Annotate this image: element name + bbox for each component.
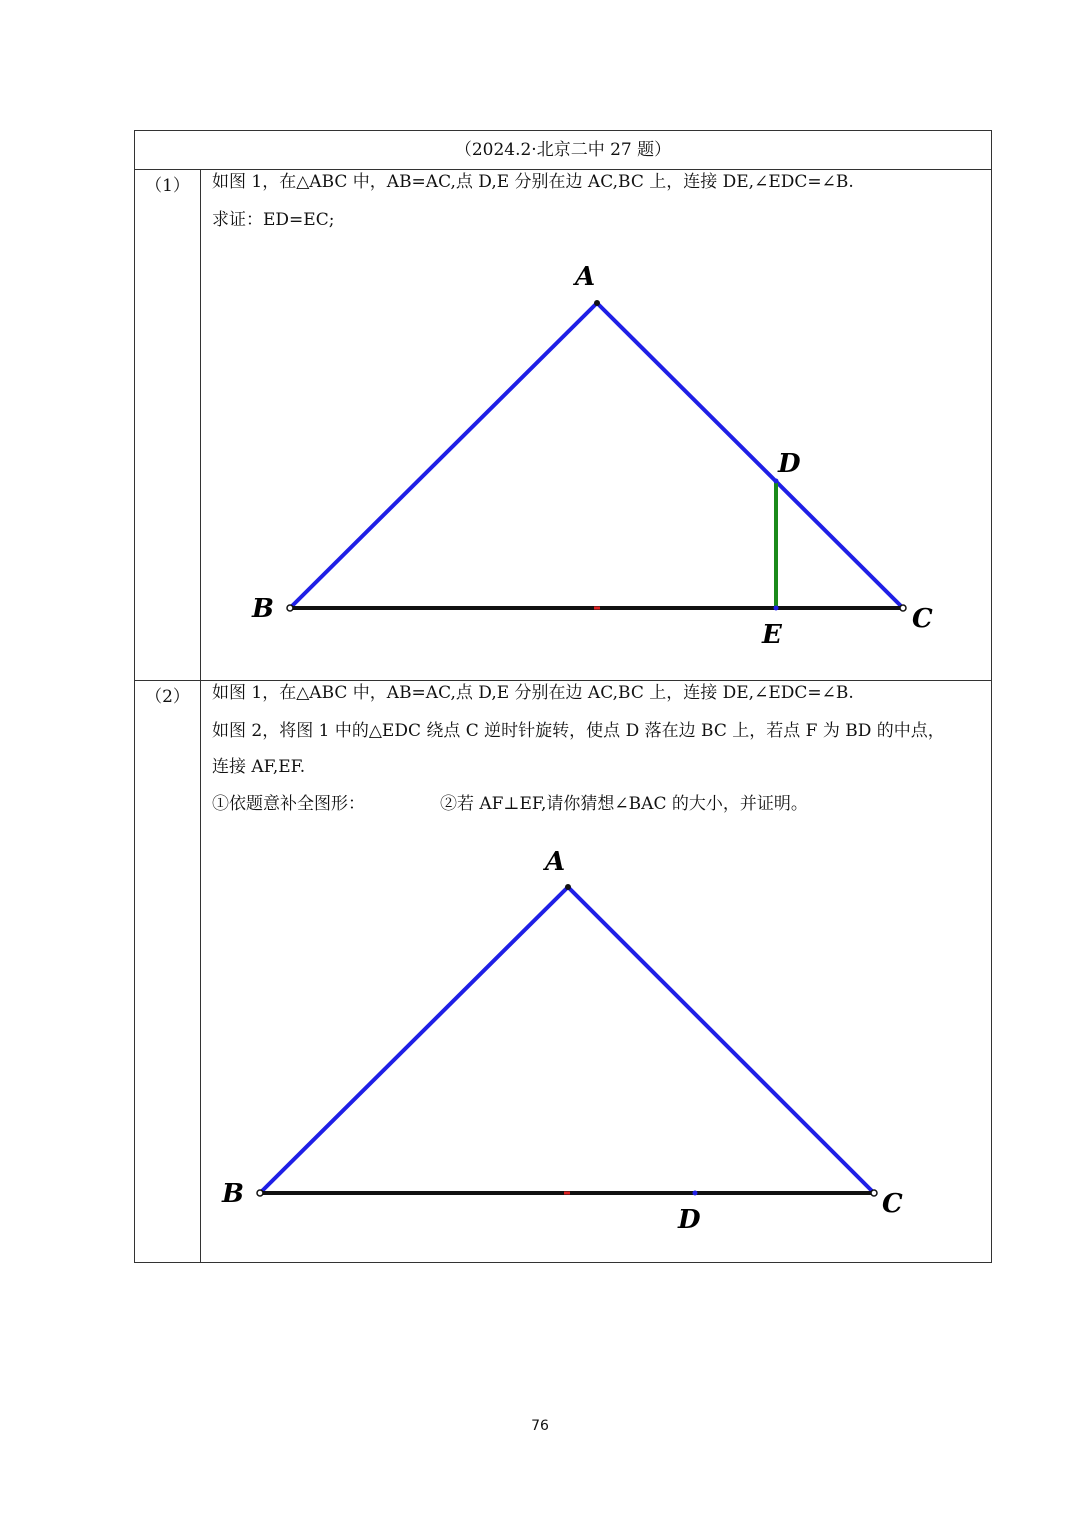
page-number: 76 — [531, 1418, 549, 1434]
part1-line1: 如图 1，在△ABC 中，AB=AC,点 D,E 分别在边 AC,BC 上，连接 DE,∠EDC=∠B. — [212, 172, 854, 192]
side-ab — [290, 303, 597, 608]
label-a: A — [575, 262, 596, 292]
column-divider — [200, 169, 201, 1262]
figure-2 — [210, 840, 910, 1250]
part2-line1: 如图 1，在△ABC 中，AB=AC,点 D,E 分别在边 AC,BC 上，连接 DE,∠EDC=∠B. — [212, 683, 854, 703]
problem-source: （2024.2·北京二中 27 题） — [454, 140, 672, 160]
label-b: B — [222, 1179, 244, 1209]
point-a — [565, 884, 571, 890]
part1-number: （1） — [145, 176, 190, 196]
part1-line2: 求证：ED=EC; — [212, 210, 335, 230]
label-d: D — [678, 1205, 701, 1235]
point-a — [594, 300, 600, 306]
part2-line3: 连接 AF,EF. — [212, 757, 306, 777]
point-b — [287, 605, 293, 611]
point-b — [257, 1190, 263, 1196]
point-e — [774, 606, 779, 611]
point-d — [693, 1191, 698, 1196]
part2-line4b: ②若 AF⊥EF,请你猜想∠BAC 的大小，并证明。 — [440, 794, 808, 814]
label-a: A — [545, 847, 566, 877]
label-c: C — [882, 1189, 903, 1219]
side-ac — [597, 303, 903, 608]
part2-line2: 如图 2，将图 1 中的△EDC 绕点 C 逆时针旋转，使点 D 落在边 BC 上，若点 F 为 BD 的中点， — [212, 721, 945, 741]
point-c — [900, 605, 906, 611]
part2-line4a: ①依题意补全图形： — [212, 794, 365, 814]
figure-1 — [240, 255, 940, 655]
point-c — [871, 1190, 877, 1196]
label-c: C — [912, 604, 933, 634]
part2-number: （2） — [145, 687, 190, 707]
side-ab — [260, 887, 568, 1193]
label-e: E — [762, 620, 782, 650]
point-d — [774, 479, 779, 484]
side-ac — [568, 887, 874, 1193]
label-b: B — [252, 594, 274, 624]
label-d: D — [778, 449, 801, 479]
